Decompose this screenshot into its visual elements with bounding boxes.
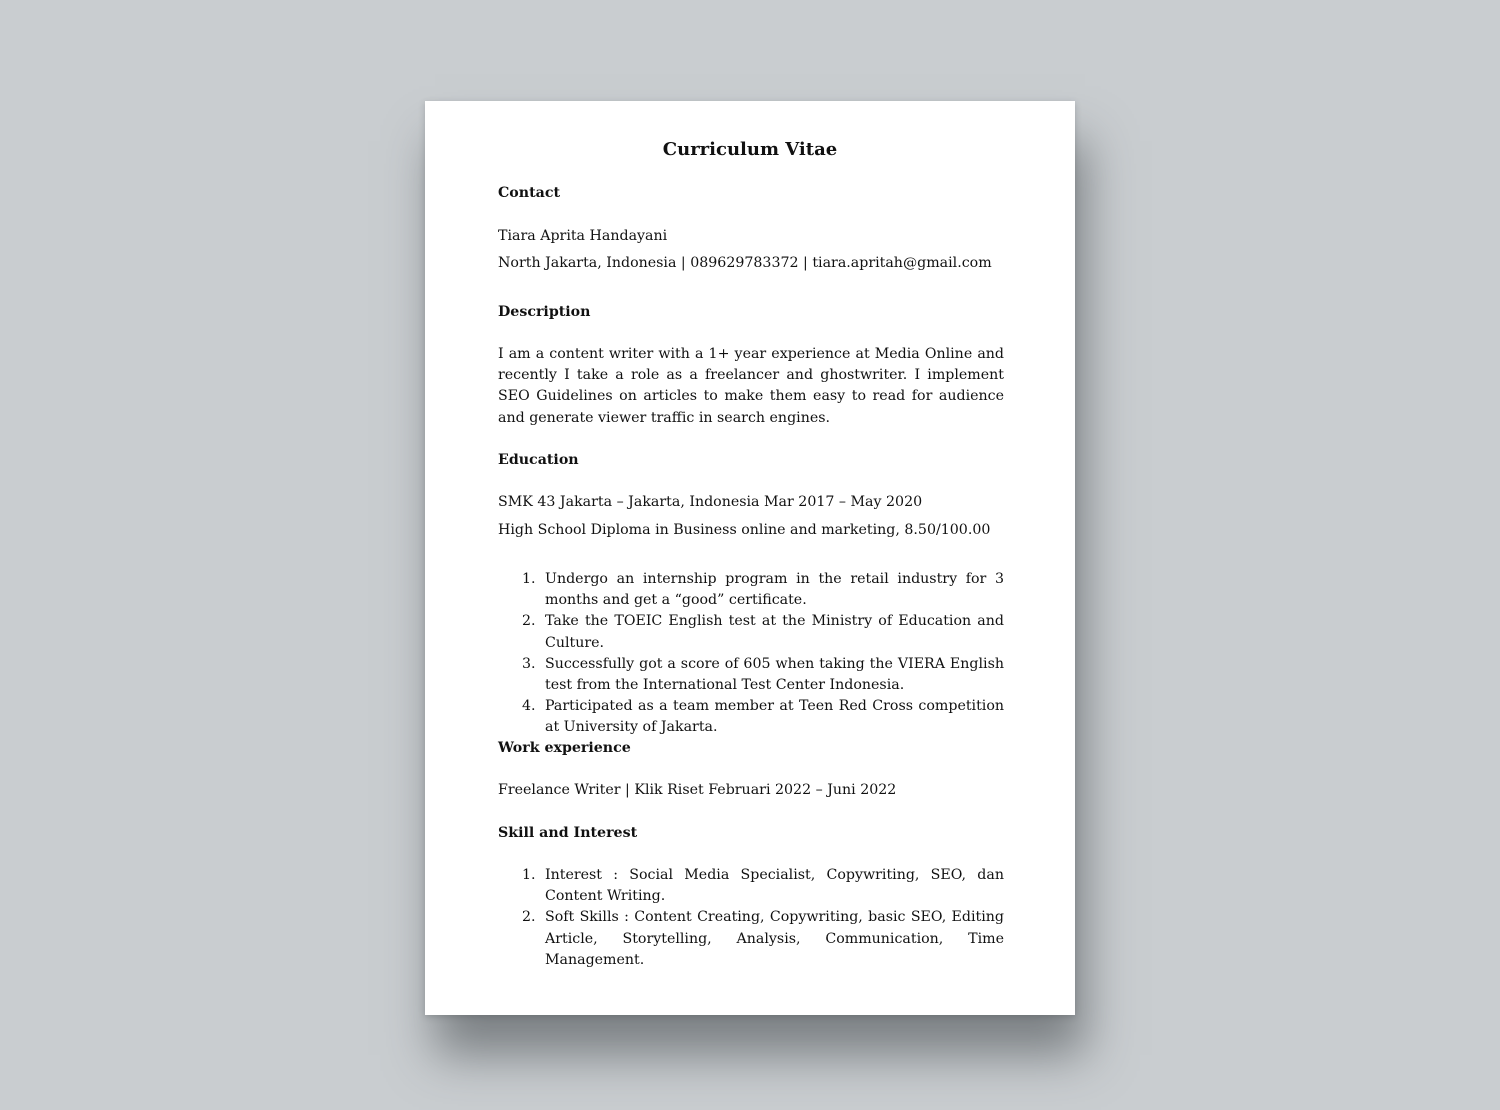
list-item <box>498 696 1004 738</box>
skills-list <box>498 865 1004 971</box>
description-heading: Description <box>498 304 591 320</box>
list-item-number: 3. <box>522 655 536 672</box>
contact-name: Tiara Aprita Handayani <box>498 228 668 244</box>
list-item-text: Successfully got a score of 605 when taking the VIERA English test from the International Test Center Indonesia. <box>545 655 1004 694</box>
list-item-text: Participated as a team member at Teen Red Cross competition at University of Jakarta. <box>545 698 1004 736</box>
list-item <box>498 569 1004 611</box>
skills-heading: Skill and Interest <box>498 825 638 841</box>
list-item-number: 2. <box>522 909 536 926</box>
list-item-number: 1. <box>522 571 536 587</box>
work-entry: Freelance Writer | Klik Riset Februari 2022 – Juni 2022 <box>498 782 897 798</box>
education-diploma: High School Diploma in Business online and marketing, 8.50/100.00 <box>498 522 991 538</box>
list-item-number: 2. <box>522 613 536 630</box>
education-school: SMK 43 Jakarta – Jakarta, Indonesia Mar 2017 – May 2020 <box>498 494 923 510</box>
list-item-number: 1. <box>522 867 536 883</box>
list-item-text: Interest : Social Media Specialist, Copywriting, SEO, dan Content Writing. <box>545 867 1004 905</box>
description-text: I am a content writer with a 1+ year experience at Media Online and recently I take a role as a freelancer and ghostwriter. I implement SEO Guidelines on articles to make them easy to read for audience and generate viewer traffic in search engines. <box>498 346 1004 426</box>
document-title: Curriculum Vitae <box>662 139 838 160</box>
education-heading: Education <box>498 452 579 468</box>
list-item-text: Soft Skills : Content Creating, Copywriting, basic SEO, Editing Article, Storytelling, Analysis, Communication, Time Management. <box>545 909 1004 968</box>
list-item-text: Take the TOEIC English test at the Ministry of Education and Culture. <box>545 613 1004 651</box>
list-item <box>498 611 1004 653</box>
contact-heading: Contact <box>498 185 561 201</box>
list-item <box>498 865 1004 907</box>
list-item-text: Undergo an internship program in the retail industry for 3 months and get a “good” certificate. <box>545 571 1004 609</box>
cv-page <box>425 101 1075 1015</box>
list-item <box>498 907 1004 971</box>
education-achievements-list <box>498 569 1004 739</box>
work-heading: Work experience <box>498 740 631 756</box>
list-item <box>498 654 1004 696</box>
contact-details: North Jakarta, Indonesia | 089629783372 | tiara.apritah@gmail.com <box>498 255 992 271</box>
list-item-number: 4. <box>522 698 536 715</box>
